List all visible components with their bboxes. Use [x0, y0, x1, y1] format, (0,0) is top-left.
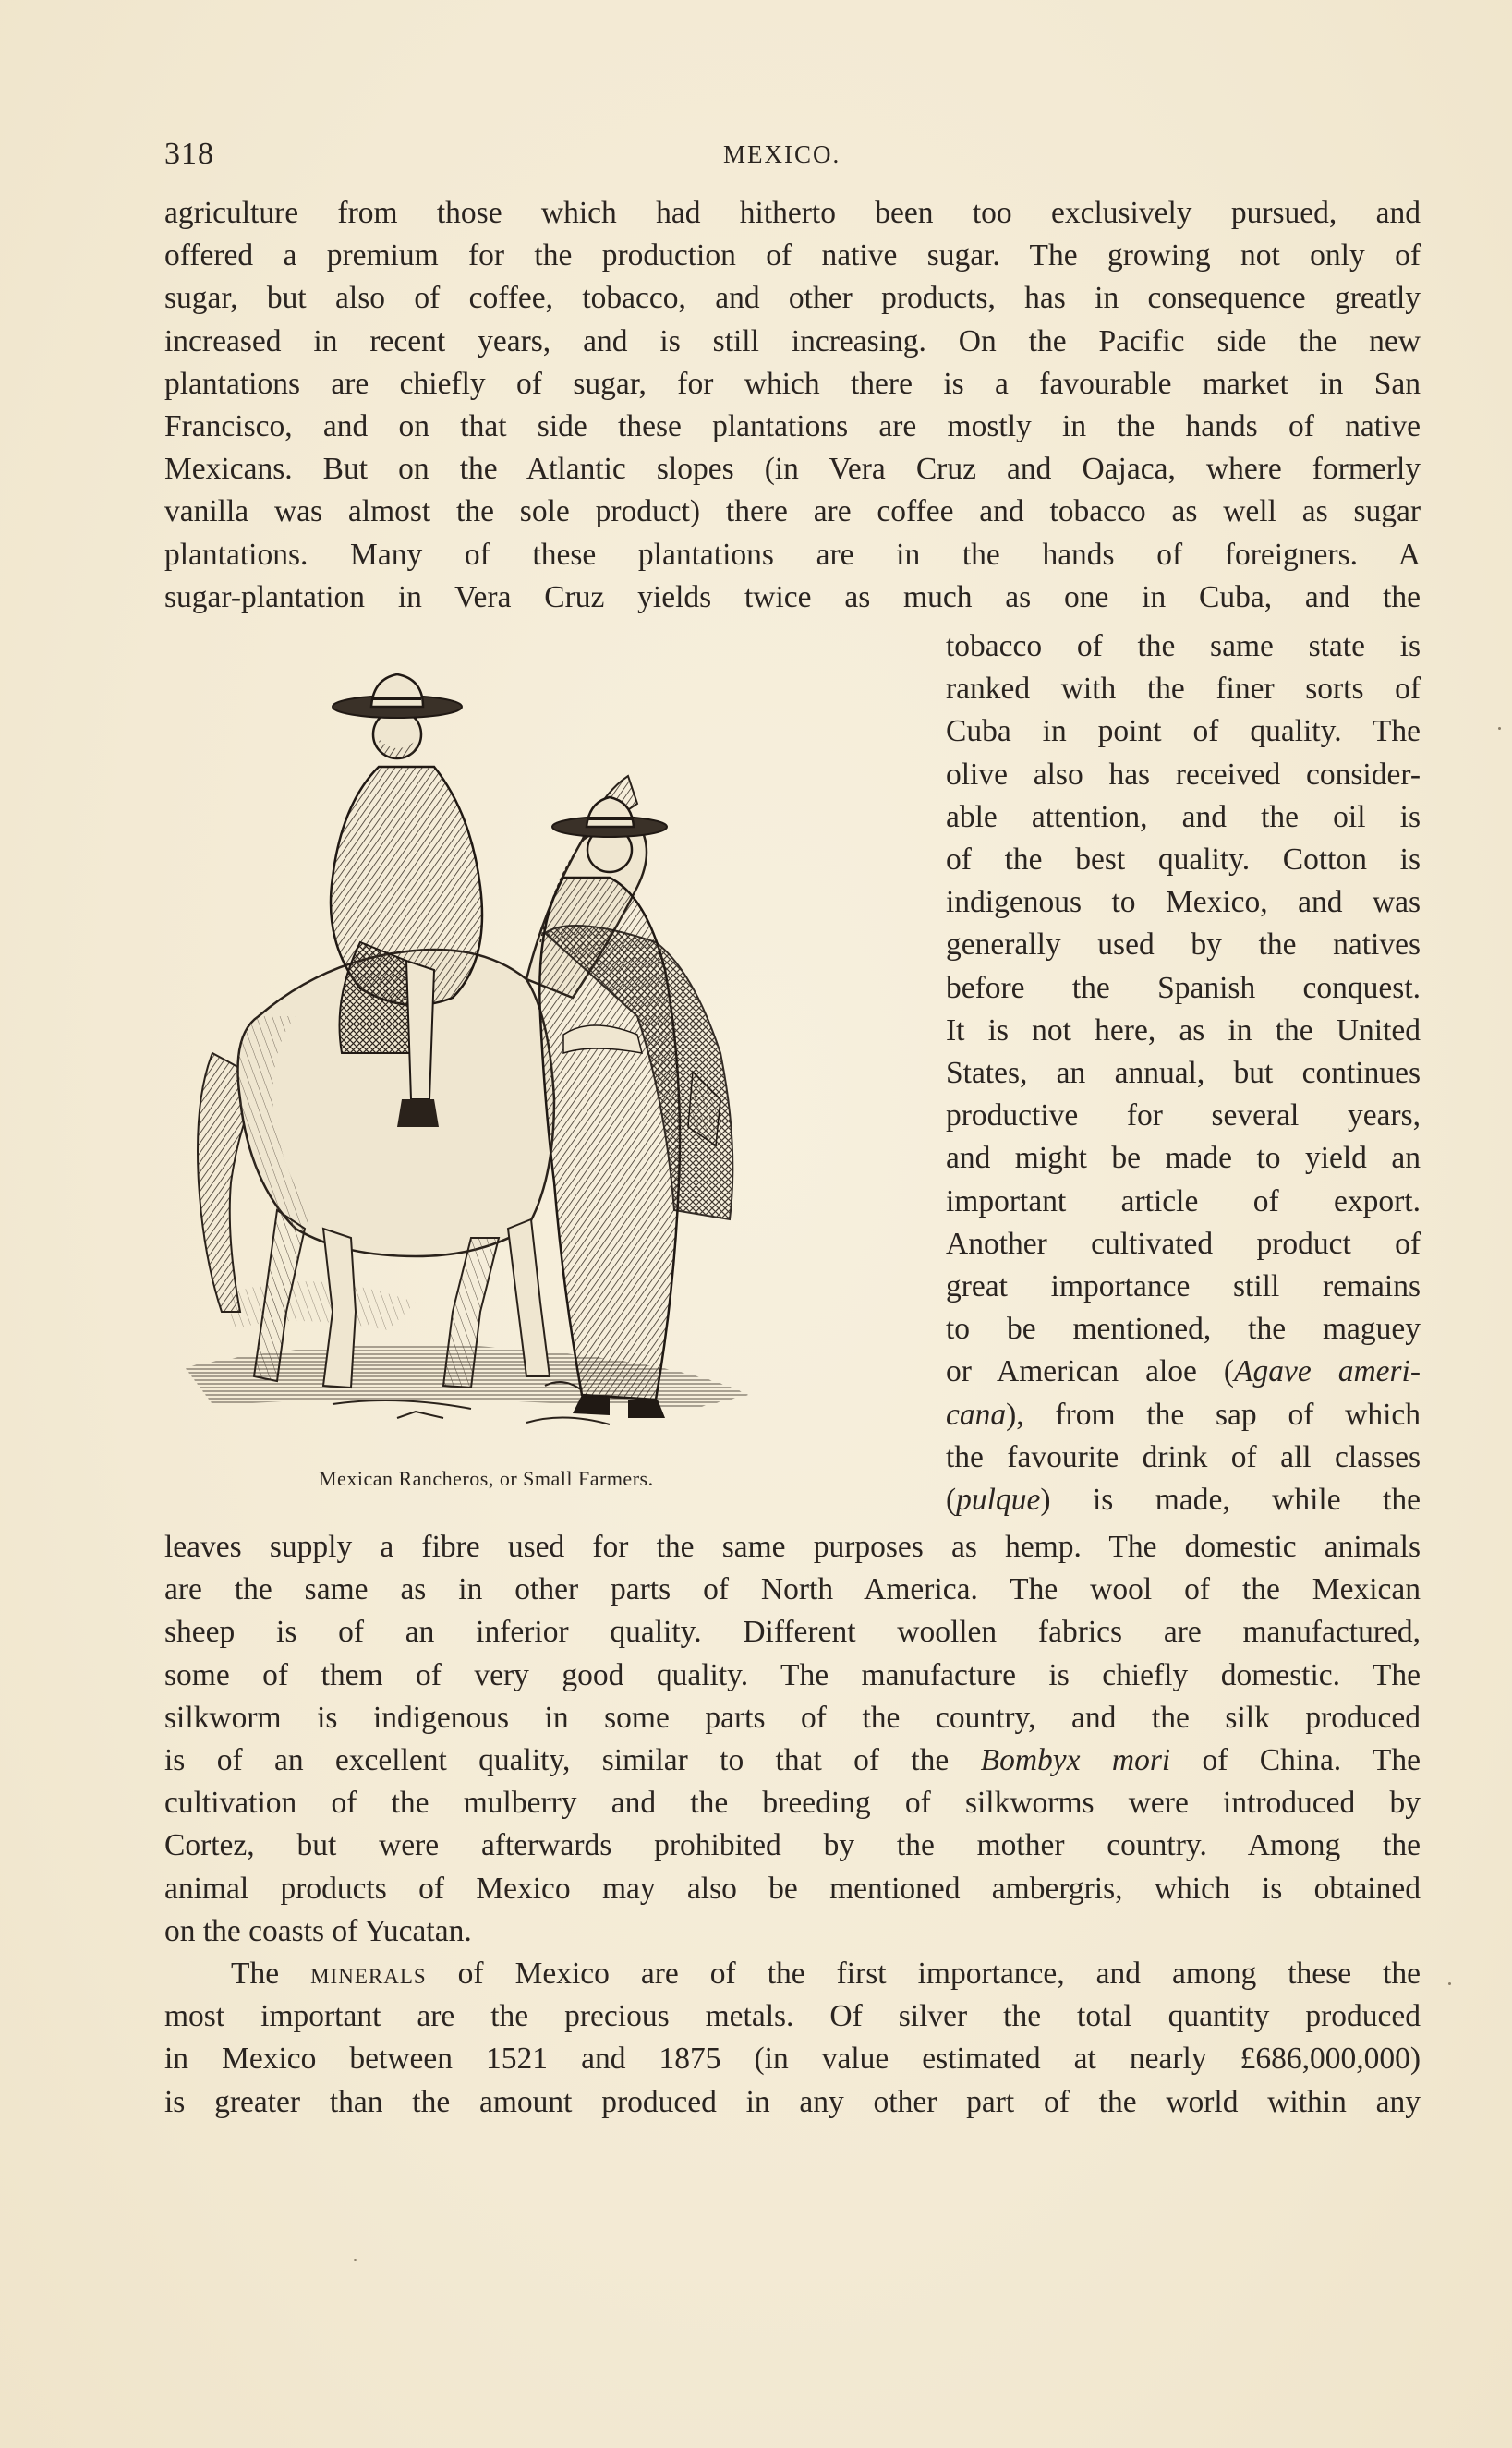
text-run: or American aloe ( [946, 1354, 1235, 1389]
text-line: great importance still remains [946, 1269, 1421, 1304]
paragraph-animals [164, 1526, 1421, 1953]
text-line: Cuba in point of quality. The [946, 714, 1421, 749]
text-line: Francisco, and on that side these plantations are mostly in the hands of native [164, 409, 1421, 444]
text-line: most important are the precious metals. Of silver the total quantity produced [164, 1999, 1421, 2034]
text-line: It is not here, as in the United [946, 1012, 1421, 1048]
text-line: States, an annual, but continues [946, 1056, 1421, 1091]
italic-term: Agave ameri- [1234, 1354, 1421, 1389]
text-line: silkworm is indigenous in some parts of the country, and the silk produced [164, 1700, 1421, 1735]
text-line: plantations are chiefly of sugar, for which there is a favourable market in San [164, 366, 1421, 401]
text-line: and might be made to yield an [946, 1141, 1421, 1176]
text-line [946, 1479, 1421, 1521]
text-line: cultivation of the mulberry and the breeding of silkworms were introduced by [164, 1786, 1421, 1821]
text-line: indigenous to Mexico, and was [946, 885, 1421, 920]
text-line: some of them of very good quality. The manufacture is chiefly domestic. The [164, 1657, 1421, 1692]
paragraph-agriculture [164, 192, 1421, 619]
text-line: Mexicans. But on the Atlantic slopes (in Vera Cruz and Oajaca, where formerly [164, 452, 1421, 487]
text-line: sugar, but also of coffee, tobacco, and other products, has in consequence greatly [164, 281, 1421, 316]
text-line: Cortez, but were afterwards prohibited by the mother country. Among the [164, 1828, 1421, 1863]
text-run: of China. The [1170, 1743, 1421, 1778]
text-line: important article of export. [946, 1183, 1421, 1218]
italic-term: cana [946, 1397, 1007, 1432]
text-line: tobacco of the same state is [946, 629, 1421, 663]
text-line [164, 1953, 1421, 1995]
text-line: is greater than the amount produced in any other part of the world within any [164, 2084, 1421, 2119]
text-line: plantations. Many of these plantations are in the hands of foreigners. A [164, 537, 1421, 572]
text-run: ), from the sap of which [1006, 1397, 1421, 1432]
running-title: MEXICO. [723, 140, 841, 168]
paragraph-minerals [164, 1953, 1421, 2124]
text-line: leaves supply a fibre used for the same purposes as hemp. The domestic animals [164, 1530, 1421, 1564]
text-line: on the coasts of Yucatan. [164, 1913, 472, 1948]
text-line: Another cultivated product of [946, 1226, 1421, 1261]
text-line [946, 1351, 1421, 1393]
page-number: 318 [164, 137, 214, 171]
text-line: vanilla was almost the sole product) there are coffee and tobacco as well as sugar [164, 494, 1421, 529]
keyword-minerals: minerals [310, 1957, 427, 1991]
paper-speck [1448, 1982, 1451, 1985]
text-line: sugar-plantation in Vera Cruz yields twice as much as one in Cuba, and the [164, 579, 1421, 614]
paper-speck [354, 2259, 357, 2261]
page-header [164, 137, 1421, 177]
text-run: is of an excellent quality, similar to that of the [164, 1743, 981, 1778]
text-line: offered a premium for the production of native sugar. The growing not only of [164, 238, 1421, 273]
text-line: ranked with the finer sorts of [946, 672, 1421, 707]
illustration-caption: Mexican Rancheros, or Small Farmers. [319, 1467, 654, 1490]
text-line: able attention, and the oil is [946, 799, 1421, 834]
text-line: sheep is of an inferior quality. Different woollen fabrics are manufactured, [164, 1615, 1421, 1650]
italic-term: pulque [956, 1483, 1041, 1518]
text-line: generally used by the natives [946, 927, 1421, 963]
text-line: are the same as in other parts of North America. The wool of the Mexican [164, 1572, 1421, 1607]
text-line [946, 1394, 1421, 1436]
text-run: ( [946, 1483, 957, 1518]
text-line: olive also has received consider- [946, 757, 1421, 792]
text-line [164, 1739, 1421, 1782]
text-line: increased in recent years, and is still increasing. On the Pacific side the new [164, 323, 1421, 358]
text-line: of the best quality. Cotton is [946, 842, 1421, 878]
text-line: animal products of Mexico may also be mentioned ambergris, which is obtained [164, 1871, 1421, 1906]
paper-speck [1498, 727, 1501, 730]
text-line: agriculture from those which had hitherto been too exclusively pursued, and [164, 196, 1421, 230]
text-line: before the Spanish conquest. [946, 970, 1421, 1005]
text-run: ) is made, while the [1040, 1483, 1421, 1518]
text-run: The [231, 1957, 311, 1991]
paragraph-side-column [946, 625, 1421, 1521]
rancheros-engraving [175, 665, 914, 1441]
text-run: of Mexico are of the first importance, and among these the [426, 1957, 1421, 1991]
text-line: the favourite drink of all classes [946, 1439, 1421, 1474]
text-line: to be mentioned, the maguey [946, 1312, 1421, 1347]
italic-term: Bombyx mori [980, 1743, 1171, 1778]
text-line: in Mexico between 1521 and 1875 (in value estimated at nearly £686,000,000) [164, 2042, 1421, 2077]
text-line: productive for several years, [946, 1098, 1421, 1133]
